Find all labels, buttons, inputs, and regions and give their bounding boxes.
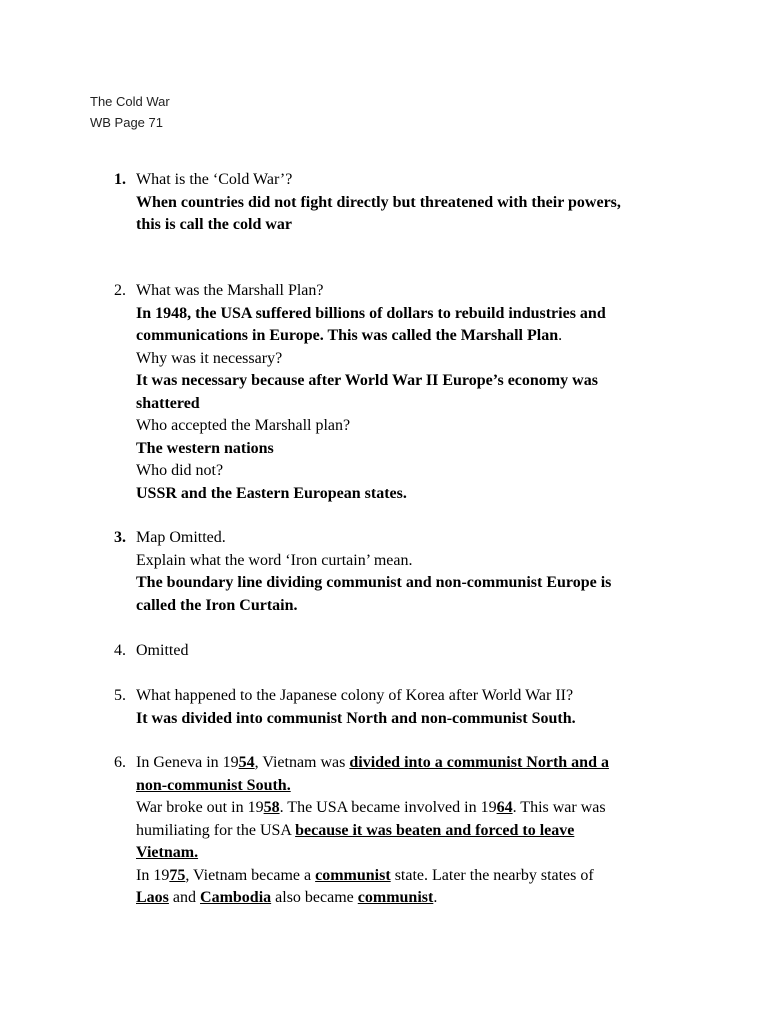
question-number: 4.	[114, 642, 126, 659]
filled-answer: divided into a communist North and a	[349, 754, 609, 771]
question-text: Who did not?	[136, 462, 224, 479]
workbook-page: WB Page 71	[90, 115, 163, 130]
document-title: The Cold War	[90, 94, 170, 109]
answer-text: The western nations	[136, 439, 274, 457]
document-header	[90, 91, 170, 133]
filled-answer: Laos	[136, 889, 169, 906]
fill-in-line	[136, 820, 714, 843]
filled-answer: 64	[496, 799, 513, 816]
fill-in-line	[136, 865, 714, 888]
question-text: What happened to the Japanese colony of Korea after World War II?	[136, 687, 574, 704]
answer-text: In 1948, the USA suffered billions of dollars to rebuild industries and	[136, 304, 606, 322]
filled-answer: non-communist South.	[136, 776, 291, 794]
filled-answer: 75	[169, 866, 186, 884]
answer-text: USSR and the Eastern European states.	[136, 484, 407, 502]
question-number: 6.	[114, 754, 126, 771]
answer-text: communications in Europe. This was called the Marshall Plan	[136, 327, 559, 344]
filled-answer: because it was beaten and forced to leave	[295, 821, 575, 839]
prompt-text: War broke out in 19	[136, 799, 264, 816]
filled-answer: 54	[238, 754, 255, 771]
question-4	[114, 640, 714, 663]
question-1	[114, 169, 714, 237]
question-text: What was the Marshall Plan?	[136, 282, 324, 299]
fill-in-line	[136, 797, 714, 820]
question-text: Who accepted the Marshall plan?	[136, 417, 351, 434]
prompt-text: In 19	[136, 866, 170, 884]
filled-answer: 58	[263, 799, 280, 816]
omitted-note: Omitted	[136, 642, 189, 659]
fill-in-line	[136, 887, 714, 910]
prompt-text: .	[433, 889, 438, 906]
prompt-text: In Geneva in 19	[136, 754, 239, 771]
prompt-text: also became	[271, 889, 358, 906]
question-number: 2.	[114, 282, 126, 299]
prompt-text: , Vietnam was	[254, 754, 350, 771]
question-2	[114, 280, 714, 505]
answer-text: When countries did not fight directly but threatened with their powers,	[136, 193, 621, 211]
question-number: 1.	[114, 171, 126, 188]
filled-answer: communist	[315, 866, 391, 884]
prompt-text: . The USA became involved in 19	[279, 799, 497, 816]
question-6	[114, 752, 714, 910]
question-3	[114, 527, 714, 617]
answer-text: The boundary line dividing communist and non-communist Europe is	[136, 574, 612, 591]
question-5	[114, 685, 714, 730]
prompt-text: . This war was	[512, 799, 606, 816]
answer-text: this is call the cold war	[136, 216, 292, 233]
filled-answer: communist	[357, 889, 434, 906]
prompt-text: state. Later the nearby states of	[390, 866, 594, 884]
fill-in-line	[136, 775, 714, 798]
filled-answer: Cambodia	[200, 889, 272, 906]
answer-text: called the Iron Curtain.	[136, 596, 298, 614]
prompt-text: , Vietnam became a	[185, 866, 316, 884]
omitted-note: Map Omitted.	[136, 529, 226, 546]
fill-in-line	[136, 842, 714, 865]
question-text: Explain what the word ‘Iron curtain’ mean.	[136, 551, 413, 569]
fill-in-line	[136, 752, 714, 775]
question-number: 3.	[114, 529, 126, 546]
question-number: 5.	[114, 687, 126, 704]
answer-text: It was divided into communist North and non-communist South.	[136, 709, 576, 727]
prompt-text: humiliating for the USA	[136, 821, 296, 839]
filled-answer: Vietnam.	[136, 844, 199, 861]
prompt-text: and	[168, 889, 201, 906]
answer-period: .	[558, 327, 563, 344]
question-text: What is the ‘Cold War’?	[136, 171, 293, 188]
answer-line	[136, 325, 714, 348]
question-text: Why was it necessary?	[136, 349, 283, 367]
answer-text: It was necessary because after World War II Europe’s economy was	[136, 372, 598, 389]
answer-text: shattered	[136, 394, 200, 412]
